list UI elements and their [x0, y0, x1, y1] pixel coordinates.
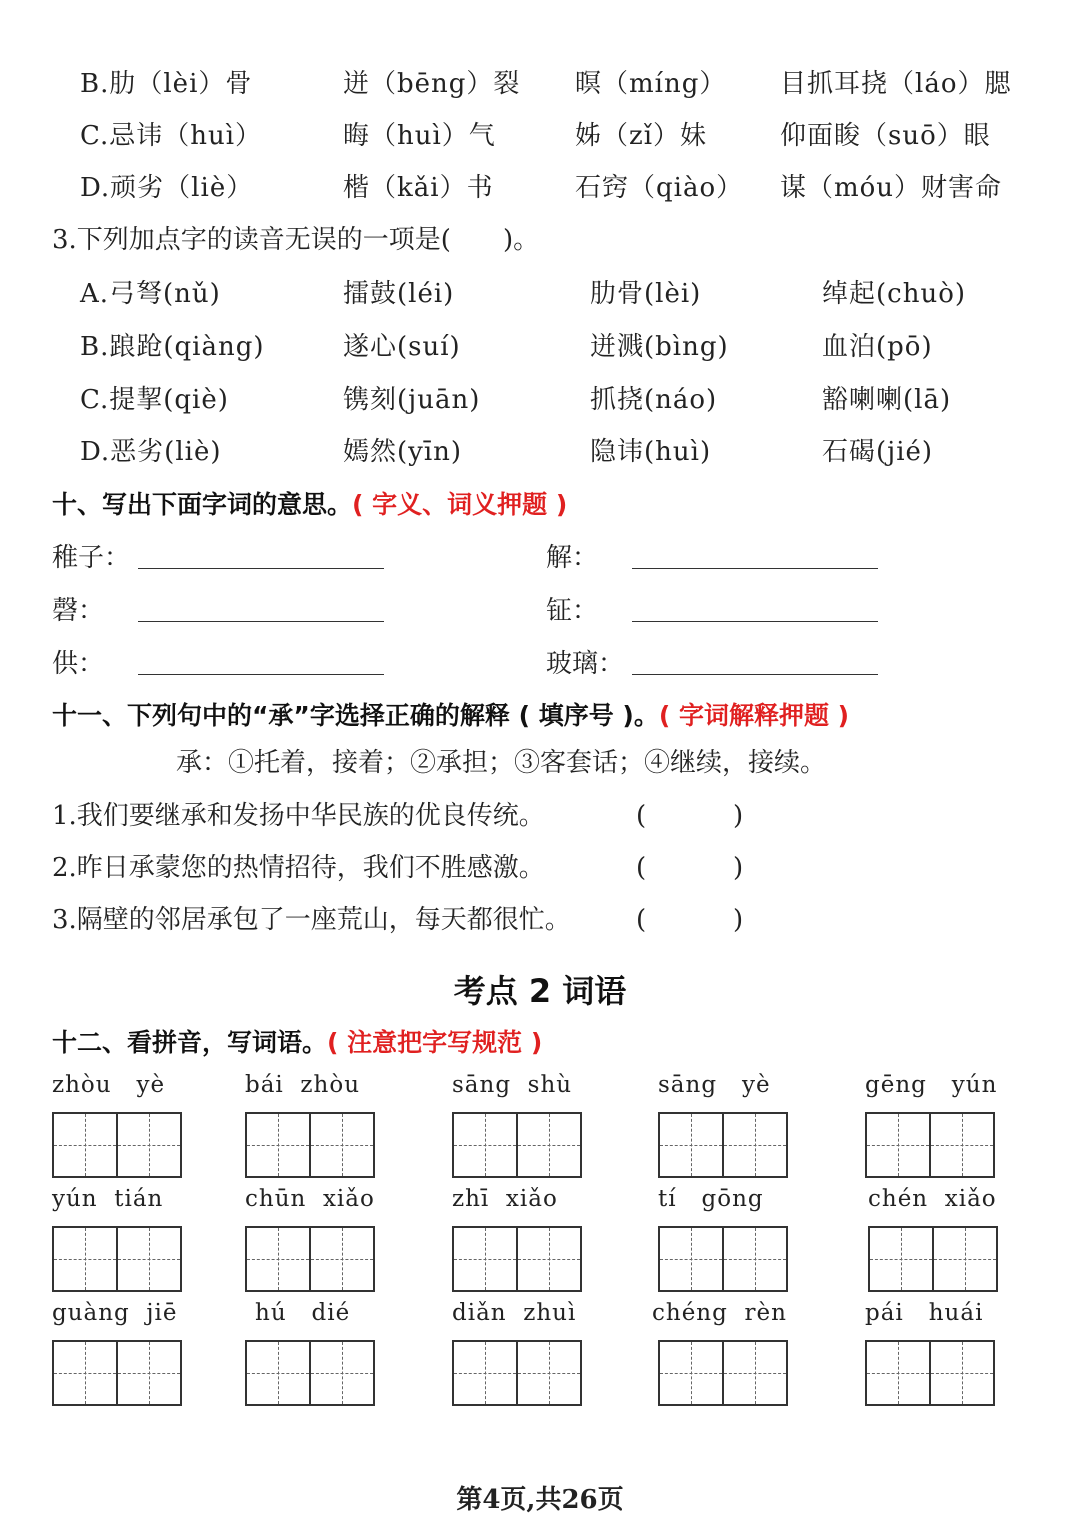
- writing-grid[interactable]: [658, 1112, 788, 1178]
- tian-grid-box[interactable]: [452, 1112, 518, 1178]
- section-11-heading: [52, 696, 849, 736]
- answer-blank[interactable]: [632, 621, 878, 622]
- answer-blank[interactable]: [138, 674, 384, 675]
- tian-grid-box[interactable]: [931, 1340, 995, 1406]
- pinyin-text: chūn xiǎo: [245, 1186, 375, 1212]
- tian-grid-box[interactable]: [311, 1112, 375, 1178]
- option-row: [0, 168, 1080, 208]
- tian-grid-box[interactable]: [52, 1226, 118, 1292]
- pinyin-text: bái zhòu: [245, 1072, 361, 1098]
- tian-grid-box[interactable]: [865, 1340, 931, 1406]
- q3-cell: 血泊(pō): [822, 332, 933, 362]
- q3-cell: 迸溅(bìng): [590, 332, 729, 362]
- tian-grid-box[interactable]: [52, 1112, 118, 1178]
- term-label: 钲：: [546, 596, 599, 626]
- pinyin-text: sāng shù: [452, 1072, 573, 1098]
- option-cell: 仰面睃（suō）眼: [780, 121, 991, 151]
- tian-grid-box[interactable]: [658, 1112, 724, 1178]
- writing-grid[interactable]: [868, 1226, 998, 1292]
- pinyin-text: sāng yè: [658, 1072, 771, 1098]
- definitions: 承：①托着，接着；②承担；③客套话；④继续，接续。: [176, 748, 827, 778]
- option-cell: C.忌讳（huì）: [80, 121, 263, 151]
- option-cell: 晦（huì）气: [343, 121, 496, 151]
- q3-cell: 嫣然(yīn): [343, 437, 463, 467]
- tian-grid-box[interactable]: [518, 1112, 582, 1178]
- option-cell: 石窍（qiào）: [575, 173, 744, 203]
- q3-row: [0, 380, 1080, 420]
- answer-blank[interactable]: [632, 568, 878, 569]
- answer-paren-open[interactable]: (: [636, 801, 647, 831]
- pinyin-text: pái huái: [865, 1300, 984, 1326]
- tian-grid-box[interactable]: [934, 1226, 998, 1292]
- pinyin-text: chéng rèn: [652, 1300, 787, 1326]
- pinyin-text: yún tián: [52, 1186, 164, 1212]
- section-12-tag: ( 注意把字写规范 ): [327, 1028, 543, 1057]
- term-label: 解：: [546, 543, 599, 573]
- q3-cell: 遂心(suí): [343, 332, 461, 362]
- q3-cell: 隐讳(huì): [590, 437, 712, 467]
- q3-row: [0, 274, 1080, 314]
- page-number: 第4页,共26页: [456, 1485, 624, 1515]
- pinyin-text: zhòu yè: [52, 1072, 166, 1098]
- section-11-tag: ( 字词解释押题 ): [658, 701, 850, 730]
- q3-cell: 石碣(jié): [822, 437, 934, 467]
- tian-grid-box[interactable]: [452, 1340, 518, 1406]
- pinyin-text: zhī xiǎo: [452, 1186, 558, 1212]
- tian-grid-box[interactable]: [658, 1340, 724, 1406]
- tian-grid-box[interactable]: [311, 1226, 375, 1292]
- writing-grid[interactable]: [452, 1340, 582, 1406]
- section-12-title: 十二、看拼音，写词语。: [52, 1028, 328, 1057]
- tian-grid-box[interactable]: [724, 1340, 788, 1406]
- pinyin-text: gēng yún: [865, 1072, 998, 1098]
- section-10-tag: ( 字义、词义押题 ): [352, 490, 568, 519]
- pinyin-text: tí gōng: [658, 1186, 764, 1212]
- term-label: 磬：: [52, 596, 105, 626]
- writing-grid[interactable]: [865, 1340, 995, 1406]
- answer-blank[interactable]: [632, 674, 878, 675]
- q3-cell: A.弓弩(nǔ): [80, 279, 221, 309]
- tian-grid-box[interactable]: [245, 1112, 311, 1178]
- tian-grid-box[interactable]: [118, 1112, 182, 1178]
- answer-paren-close: ): [733, 853, 744, 883]
- q3-cell: 豁喇喇(lā): [822, 385, 952, 415]
- writing-grid[interactable]: [52, 1112, 182, 1178]
- writing-grid[interactable]: [52, 1340, 182, 1406]
- option-cell: D.顽劣（liè）: [80, 173, 254, 203]
- tian-grid-box[interactable]: [245, 1340, 311, 1406]
- writing-grid[interactable]: [452, 1226, 582, 1292]
- writing-grid[interactable]: [658, 1226, 788, 1292]
- option-cell: 目抓耳挠（láo）腮: [780, 69, 1012, 99]
- section-title: 考点 2 词语: [453, 972, 627, 1010]
- writing-grid[interactable]: [245, 1340, 375, 1406]
- option-row: [0, 64, 1080, 104]
- q3-cell: 绰起(chuò): [822, 279, 966, 309]
- writing-grid[interactable]: [52, 1226, 182, 1292]
- question-3: 3.下列加点字的读音无误的一项是( )。: [52, 225, 540, 255]
- writing-grid[interactable]: [658, 1340, 788, 1406]
- sentence-item: 3.隔壁的邻居承包了一座荒山，每天都很忙。: [52, 905, 571, 935]
- tian-grid-box[interactable]: [452, 1226, 518, 1292]
- q3-cell: D.恶劣(liè): [80, 437, 222, 467]
- tian-grid-box[interactable]: [868, 1226, 934, 1292]
- term-label: 稚子：: [52, 543, 131, 573]
- tian-grid-box[interactable]: [518, 1226, 582, 1292]
- option-cell: 姊（zǐ）妹: [575, 121, 708, 151]
- tian-grid-box[interactable]: [311, 1340, 375, 1406]
- option-cell: 谋（móu）财害命: [780, 173, 1003, 203]
- section-10-heading: [52, 485, 567, 525]
- section-10-title: 十、写出下面字词的意思。: [52, 490, 353, 519]
- section-12-heading: [52, 1023, 542, 1063]
- answer-paren-open[interactable]: (: [636, 853, 647, 883]
- option-cell: 迸（bēng）裂: [343, 69, 521, 99]
- tian-grid-box[interactable]: [724, 1226, 788, 1292]
- option-cell: B.肋（lèi）骨: [80, 69, 253, 99]
- term-label: 供：: [52, 649, 105, 679]
- q3-cell: 抓挠(náo): [590, 385, 718, 415]
- option-row: [0, 116, 1080, 156]
- writing-grid[interactable]: [245, 1112, 375, 1178]
- sentence-item: 1.我们要继承和发扬中华民族的优良传统。: [52, 801, 545, 831]
- tian-grid-box[interactable]: [245, 1226, 311, 1292]
- q3-cell: 镌刻(juān): [343, 385, 481, 415]
- writing-grid[interactable]: [245, 1226, 375, 1292]
- writing-grid[interactable]: [865, 1112, 995, 1178]
- tian-grid-box[interactable]: [118, 1340, 182, 1406]
- term-label: 玻璃：: [546, 649, 625, 679]
- q3-cell: 擂鼓(léi): [343, 279, 455, 309]
- option-cell: 楷（kǎi）书: [343, 173, 494, 203]
- answer-paren-open[interactable]: (: [636, 905, 647, 935]
- option-cell: 暝（míng）: [575, 69, 727, 99]
- answer-blank[interactable]: [138, 568, 384, 569]
- tian-grid-box[interactable]: [518, 1340, 582, 1406]
- writing-grid[interactable]: [452, 1112, 582, 1178]
- q3-cell: C.提挈(qiè): [80, 385, 229, 415]
- answer-paren-close: ): [733, 905, 744, 935]
- tian-grid-box[interactable]: [724, 1112, 788, 1178]
- tian-grid-box[interactable]: [931, 1112, 995, 1178]
- pinyin-text: guàng jiē: [52, 1300, 178, 1326]
- answer-paren-close: ): [733, 801, 744, 831]
- q3-row: [0, 327, 1080, 367]
- pinyin-text: diǎn zhuì: [452, 1300, 577, 1326]
- q3-cell: 肋骨(lèi): [590, 279, 702, 309]
- pinyin-text: hú dié: [255, 1300, 351, 1326]
- tian-grid-box[interactable]: [52, 1340, 118, 1406]
- answer-blank[interactable]: [138, 621, 384, 622]
- q3-row: [0, 432, 1080, 472]
- tian-grid-box[interactable]: [865, 1112, 931, 1178]
- pinyin-text: chén xiǎo: [868, 1186, 997, 1212]
- tian-grid-box[interactable]: [658, 1226, 724, 1292]
- q3-cell: B.踉跄(qiàng): [80, 332, 265, 362]
- tian-grid-box[interactable]: [118, 1226, 182, 1292]
- section-11-title: 十一、下列句中的“承”字选择正确的解释 ( 填序号 )。: [52, 701, 659, 730]
- sentence-item: 2.昨日承蒙您的热情招待，我们不胜感激。: [52, 853, 545, 883]
